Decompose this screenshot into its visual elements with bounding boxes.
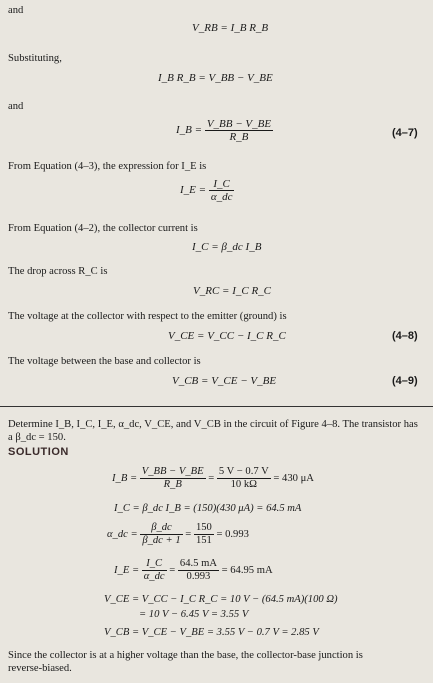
s4-den: α_dc xyxy=(143,571,165,582)
ib-fraction xyxy=(205,118,273,143)
voltage-base-text: The voltage between the base and collector is xyxy=(8,356,201,367)
s4-num2: 64.5 mA xyxy=(179,558,217,569)
s3-num: β_dc xyxy=(140,522,182,535)
from-eq-42-text: From Equation (4–2), the collector current is xyxy=(8,223,198,234)
solution-step-ie xyxy=(114,558,273,583)
s3-lhs: α_dc = xyxy=(107,528,138,540)
solution-step-ic: I_C = β_dc I_B = (150)(430 μA) = 64.5 mA xyxy=(114,503,302,514)
drop-across-text: The drop across R_C is xyxy=(8,266,108,277)
s4-result: = 64.95 mA xyxy=(221,564,273,576)
s1-den: R_B xyxy=(163,479,182,490)
equation-number-4-8: (4–8) xyxy=(392,330,418,342)
equation-vrb: V_RB = I_B R_B xyxy=(192,22,269,34)
equation-ic: I_C = β_dc I_B xyxy=(192,241,262,253)
and-text-1: and xyxy=(8,5,24,16)
ib-numerator: V_BB − V_BE xyxy=(206,118,272,130)
solution-step-alpha xyxy=(107,522,249,547)
example-problem-line-1: Determine I_B, I_C, I_E, α_dc, V_CE, and V_CB in the circuit of Figure 4–8. The transistor has xyxy=(8,419,418,430)
example-problem-line-2: a β_dc = 150. xyxy=(8,432,66,443)
s4-den2: 0.993 xyxy=(186,571,211,582)
solution-step-vce-cont: = 10 V − 6.45 V = 3.55 V xyxy=(139,609,249,620)
s3-den2: 151 xyxy=(195,535,212,546)
s1-result: = 430 μA xyxy=(273,472,314,484)
s4-equals: = xyxy=(169,564,176,576)
equation-number-4-7: (4–7) xyxy=(392,127,418,139)
section-divider xyxy=(0,406,433,407)
equation-substituted: I_B R_B = V_BB − V_BE xyxy=(158,72,273,84)
ie-numerator: I_C xyxy=(209,178,235,191)
equation-vce: V_CE = V_CC − I_C R_C xyxy=(168,330,286,342)
solution-step-ib xyxy=(112,466,314,491)
s3-equals: = xyxy=(185,528,192,540)
from-eq-43-text: From Equation (4–3), the expression for I_E is xyxy=(8,161,207,172)
solution-heading: SOLUTION xyxy=(8,446,69,458)
equation-ib xyxy=(176,118,273,143)
s3-result: = 0.993 xyxy=(216,528,249,540)
solution-step-vce: V_CE = V_CC − I_C R_C = 10 V − (64.5 mA)(100 Ω) xyxy=(104,594,338,605)
ie-lhs: I_E = xyxy=(180,184,207,197)
s4-lhs: I_E = xyxy=(114,564,140,576)
equation-vrc: V_RC = I_C R_C xyxy=(193,285,272,297)
solution-step-vcb: V_CB = V_CE − V_BE = 3.55 V − 0.7 V = 2.85 V xyxy=(104,627,319,638)
conclusion-line-2: reverse-biased. xyxy=(8,663,72,674)
s1-den2: 10 kΩ xyxy=(230,479,258,490)
s4-fraction-1 xyxy=(142,558,167,583)
s1-fraction-1 xyxy=(140,466,206,491)
equation-number-4-9: (4–9) xyxy=(392,375,418,387)
s4-num: I_C xyxy=(142,558,167,571)
s3-fraction-1 xyxy=(140,522,182,547)
ib-lhs: I_B = xyxy=(176,124,203,137)
s1-lhs: I_B = xyxy=(112,472,138,484)
equation-ie xyxy=(180,178,234,203)
s4-fraction-2 xyxy=(178,558,219,583)
ib-denominator: R_B xyxy=(229,131,249,143)
substituting-text: Substituting, xyxy=(8,53,62,64)
s1-num2: 5 V − 0.7 V xyxy=(218,466,269,477)
equation-vcb: V_CB = V_CE − V_BE xyxy=(172,375,277,387)
s1-num: V_BB − V_BE xyxy=(141,466,204,477)
and-text-2: and xyxy=(8,101,24,112)
s3-num2: 150 xyxy=(195,522,212,533)
s1-equals: = xyxy=(208,472,215,484)
ie-denominator: α_dc xyxy=(210,191,233,203)
s1-fraction-2 xyxy=(217,466,271,491)
ie-fraction xyxy=(209,178,235,203)
conclusion-line-1: Since the collector is at a higher voltage than the base, the collector-base junction is xyxy=(8,650,363,661)
voltage-collector-text: The voltage at the collector with respect to the emitter (ground) is xyxy=(8,311,287,322)
s3-fraction-2 xyxy=(194,522,214,547)
s3-den: β_dc + 1 xyxy=(142,535,181,546)
